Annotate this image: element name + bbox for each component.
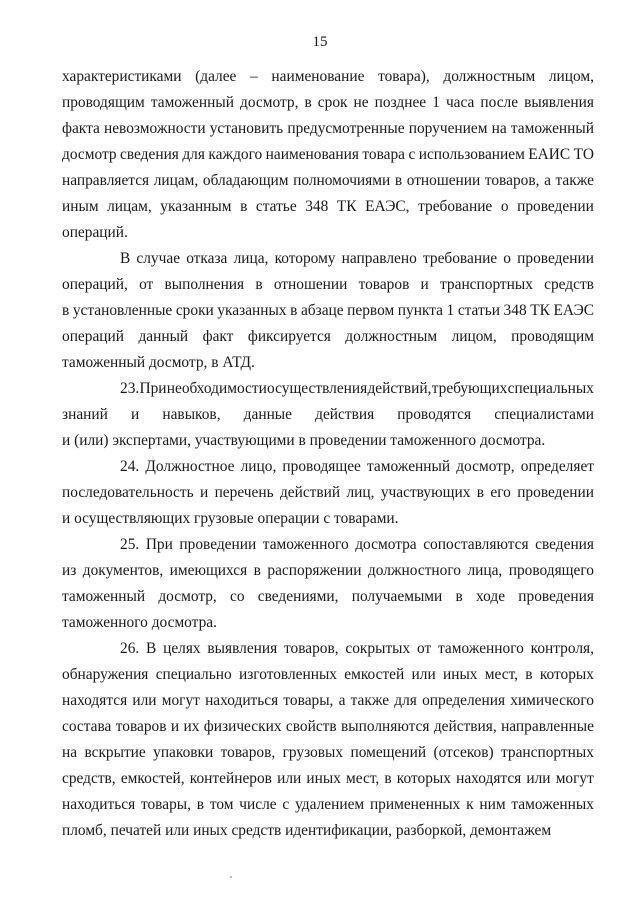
- text-line: из документов, имеющихся в распоряжении должностного лица, проводящего: [62, 562, 594, 579]
- text-line: В случае отказа лица, которому направлено требование о проведении: [120, 250, 594, 267]
- paragraph-p-26: [62, 636, 594, 844]
- text-line: операций.: [62, 224, 128, 241]
- paragraph-p-cont: [62, 64, 594, 246]
- text-line: таможенного досмотра.: [62, 614, 217, 631]
- text-line: 23. При необходимости осуществления действий, требующих специальных: [120, 380, 594, 397]
- text-line: на вскрытие упаковки товаров, грузовых помещений (отсеков) транспортных: [62, 744, 594, 761]
- text-line: знаний и навыков, данные действия проводятся специалистами: [62, 406, 594, 423]
- text-line: направляется лицам, обладающим полномочиями в отношении товаров, а также: [62, 172, 594, 189]
- text-line: находятся или могут находиться товары, а также для определения химического: [62, 692, 594, 709]
- text-line: характеристиками (далее – наименование товара), должностным лицом,: [62, 68, 594, 85]
- text-line: факта невозможности установить предусмотренные поручением на таможенный: [62, 120, 594, 137]
- page-number: 15: [312, 34, 328, 50]
- text-line: и осуществляющих грузовые операции с товарами.: [62, 510, 399, 527]
- text-line: операций данный факт фиксируется должностным лицом, проводящим: [62, 328, 594, 345]
- text-line: иным лицам, указанным в статье 348 ТК ЕАЭС, требование о проведении: [62, 198, 594, 215]
- document-body: [62, 64, 594, 844]
- paragraph-p-refusal: [62, 246, 594, 376]
- scan-speck: [230, 876, 232, 878]
- text-line: 25. При проведении таможенного досмотра сопоставляются сведения: [120, 536, 594, 553]
- text-line: 24. Должностное лицо, проводящее таможенный досмотр, определяет: [120, 458, 594, 475]
- text-line: в установленные сроки указанных в абзаце первом пункта 1 статьи 348 ТК ЕАЭС: [62, 302, 594, 319]
- paragraph-p-24: [62, 454, 594, 532]
- text-line: досмотр сведения для каждого наименования товара с использованием ЕАИС ТО: [62, 146, 594, 163]
- text-line: состава товаров и их физических свойств выполняются действия, направленные: [62, 718, 594, 735]
- text-line: таможенный досмотр, со сведениями, получаемыми в ходе проведения: [62, 588, 594, 605]
- text-line: таможенный досмотр, в АТД.: [62, 354, 255, 371]
- text-line: пломб, печатей или иных средств идентификации, разборкой, демонтажем: [62, 822, 552, 839]
- paragraph-p-23: [62, 376, 594, 454]
- text-line: обнаружения специально изготовленных емкостей или иных мест, в которых: [62, 666, 594, 683]
- text-line: проводящим таможенный досмотр, в срок не позднее 1 часа после выявления: [62, 94, 594, 111]
- text-line: средств, емкостей, контейнеров или иных мест, в которых находятся или могут: [62, 770, 594, 787]
- text-line: и (или) экспертами, участвующими в проведении таможенного досмотра.: [62, 432, 546, 449]
- text-line: 26. В целях выявления товаров, сокрытых от таможенного контроля,: [120, 640, 594, 657]
- text-line: последовательность и перечень действий лиц, участвующих в его проведении: [62, 484, 594, 501]
- text-line: находиться товары, в том числе с удалением примененных к ним таможенных: [62, 796, 594, 813]
- paragraph-p-25: [62, 532, 594, 636]
- text-line: операций, от выполнения в отношении товаров и транспортных средств: [62, 276, 594, 293]
